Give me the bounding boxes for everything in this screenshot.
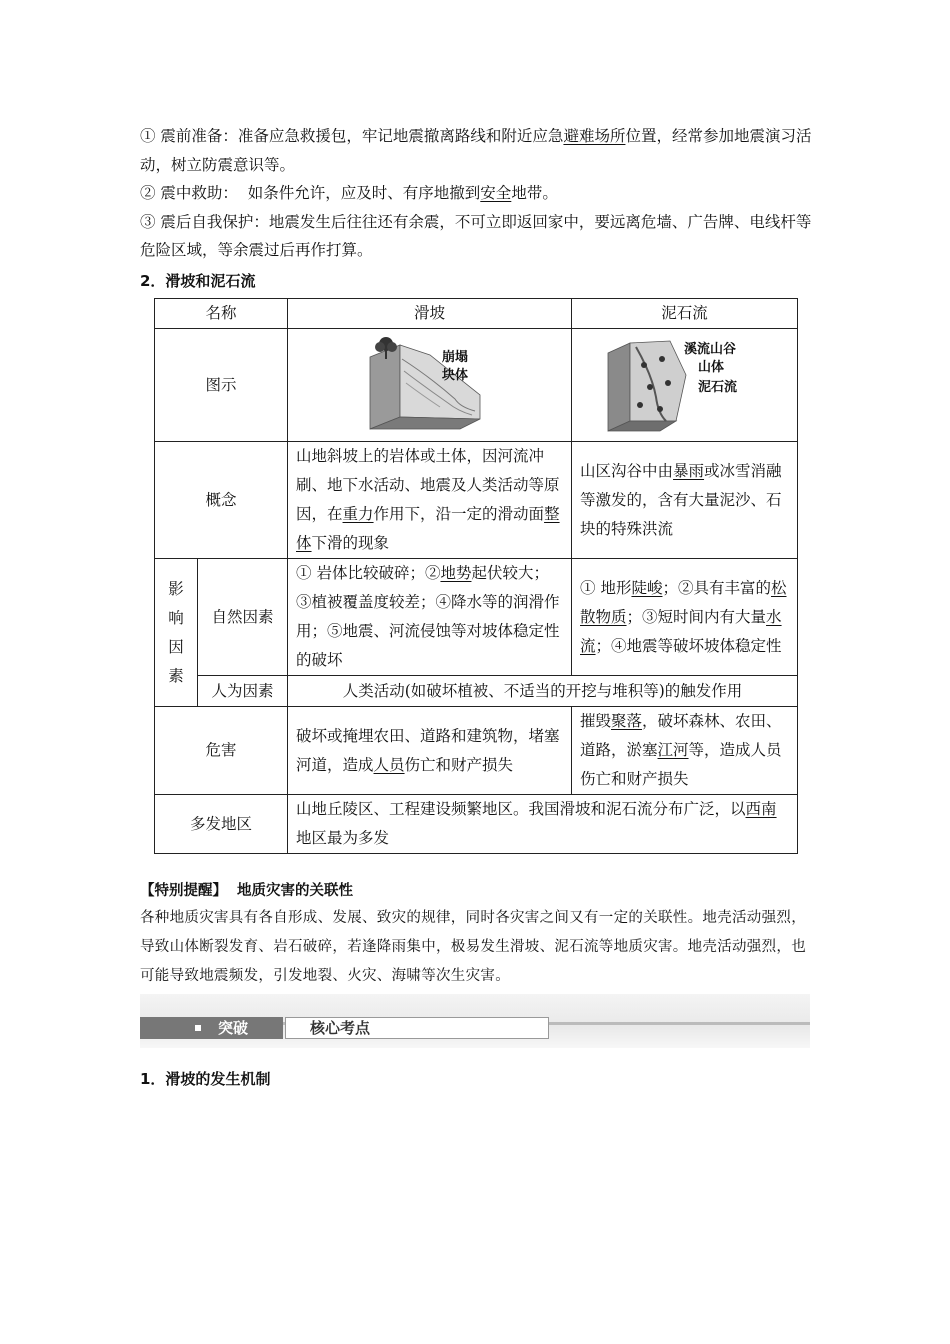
debris-harm-u2: 江河 bbox=[657, 741, 689, 759]
intro-item-1-underline: 避难场所 bbox=[563, 127, 626, 145]
debris-harm-b: ，破坏森林、农田、道路，淤塞 bbox=[580, 712, 782, 759]
section-1-title: 1．滑坡的发生机制 bbox=[140, 1070, 271, 1088]
landslide-concept-u2: 整体 bbox=[296, 505, 560, 552]
debris-natural-u2: 松散物质 bbox=[580, 578, 787, 626]
intro-item-2-text-a: ② 震中救助： 如条件允许，应及时、有序地撤到 bbox=[140, 184, 481, 202]
debris-natural-b: ；②具有丰富的 bbox=[662, 578, 771, 597]
header-name: 名称 bbox=[155, 299, 288, 329]
landslide-natural-factors bbox=[288, 559, 572, 676]
debris-harm-a: 摧毁 bbox=[580, 712, 612, 730]
landslide-harm-a: 破坏或掩埋农田、道路和建筑物，堵塞河道，造成 bbox=[296, 726, 560, 774]
section-banner bbox=[140, 994, 810, 1048]
table-row-human-factors bbox=[155, 676, 798, 707]
intro-item-1 bbox=[140, 122, 812, 179]
landslide-natural-a: ① 岩体比较破碎；② bbox=[296, 564, 441, 582]
intro-block bbox=[140, 122, 812, 265]
header-debris-flow: 泥石流 bbox=[572, 299, 798, 329]
banner-right bbox=[285, 1017, 549, 1039]
banner-left-text: 突破 bbox=[218, 1019, 249, 1037]
table-header-row bbox=[155, 299, 798, 329]
debris-natural-c: ；③短时间内有大量 bbox=[626, 607, 767, 626]
table-row-region bbox=[155, 795, 798, 854]
landslide-harm bbox=[288, 707, 572, 795]
landslide-concept-b: 作用下，沿一定的滑动面 bbox=[373, 505, 545, 523]
figure-label: 图示 bbox=[155, 329, 288, 442]
debris-figure-cell bbox=[572, 329, 798, 442]
region-text-u1: 西南 bbox=[745, 800, 777, 818]
debris-natural-u3: 水流 bbox=[580, 607, 782, 655]
landslide-concept-a: 山地斜坡上的岩体或土体，因河流冲刷、地下水活动、地震及人类活动等原因，在 bbox=[296, 447, 560, 523]
factor-label-char-1: 影 bbox=[168, 579, 184, 598]
landslide-concept-u1: 重力 bbox=[342, 505, 374, 523]
intro-item-3: ③ 震后自我保护：地震发生后往往还有余震，不可立即返回家中，要远离危墙、广告牌、电线杆等危险区域，等余震过后再作打算。 bbox=[140, 212, 812, 259]
intro-item-2-text-b: 地带。 bbox=[511, 184, 558, 202]
human-factors-label: 人为因素 bbox=[198, 676, 288, 707]
debris-harm bbox=[572, 707, 798, 795]
debris-fig-label-3: 泥石流 bbox=[697, 380, 737, 395]
landslide-diagram bbox=[360, 337, 500, 433]
landslide-natural-u1: 地势 bbox=[440, 564, 472, 582]
debris-fig-label-2: 山体 bbox=[697, 360, 724, 375]
debris-fig-label-1: 溪流山谷 bbox=[683, 342, 736, 357]
factor-label-char-3: 因 bbox=[168, 637, 184, 656]
debris-natural-a: ① 地形 bbox=[580, 578, 632, 597]
reminder-heading: 地质灾害的关联性 bbox=[237, 883, 353, 899]
table-row-natural-factors bbox=[155, 559, 798, 676]
debris-flow-diagram bbox=[600, 335, 770, 435]
reminder-tag: 【特别提醒】 bbox=[140, 883, 227, 899]
factor-label bbox=[155, 559, 198, 707]
landslide-natural-b: 起伏较大；③植被覆盖度较差；④降水等的润滑作用；⑤地震、河流侵蚀等对坡体稳定性的破坏 bbox=[296, 564, 560, 669]
square-bullet-icon bbox=[195, 1025, 201, 1031]
concept-label: 概念 bbox=[155, 442, 288, 559]
region-text-b: 地区最为多发 bbox=[296, 829, 390, 847]
debris-harm-c: 等，造成人员伤亡和财产损失 bbox=[580, 741, 782, 788]
reminder-title bbox=[140, 878, 812, 904]
landslide-fig-label-1: 崩塌 bbox=[441, 350, 468, 365]
human-factors-text: 人类活动(如破坏植被、不适当的开挖与堆积等)的触发作用 bbox=[288, 676, 798, 707]
debris-harm-u1: 聚落 bbox=[611, 712, 643, 730]
intro-item-2-underline: 安全 bbox=[480, 184, 512, 202]
region-text bbox=[288, 795, 798, 854]
factor-label-char-2: 响 bbox=[168, 608, 184, 627]
landslide-concept bbox=[288, 442, 572, 559]
special-reminder bbox=[140, 878, 812, 991]
debris-concept-b: 或冰雪消融等激发的，含有大量泥沙、石块的特殊洪流 bbox=[580, 461, 782, 538]
debris-natural-d: ；④地震等破坏坡体稳定性 bbox=[595, 636, 782, 655]
debris-natural-u1: 陡峻 bbox=[631, 578, 663, 597]
debris-concept bbox=[572, 442, 798, 559]
region-text-a: 山地丘陵区、工程建设频繁地区。我国滑坡和泥石流分布广泛，以 bbox=[296, 800, 746, 818]
section-2-title: 2．滑坡和泥石流 bbox=[140, 272, 256, 290]
table-row-figure bbox=[155, 329, 798, 442]
landslide-harm-b: 伤亡和财产损失 bbox=[404, 755, 514, 774]
landslide-concept-c: 下滑的现象 bbox=[311, 534, 390, 552]
natural-factors-label: 自然因素 bbox=[198, 559, 288, 676]
header-landslide: 滑坡 bbox=[288, 299, 572, 329]
debris-natural-factors bbox=[572, 559, 798, 676]
intro-item-1-text-b: 位置，经常参加地震演习活动，树立防震意识等。 bbox=[140, 127, 812, 174]
intro-item-2 bbox=[140, 179, 812, 208]
landslide-debris-table bbox=[154, 298, 798, 854]
reminder-body: 各种地质灾害具有各自形成、发展、致灾的规律，同时各灾害之间又有一定的关联性。地壳活动强烈，导致山体断裂发育、岩石破碎，若逢降雨集中，极易发生滑坡、泥石流等地质灾害。地壳活动强烈，也可能导致地震频发，引发地裂、火灾、海啸等次生灾害。 bbox=[140, 910, 806, 984]
landslide-harm-u1: 人员 bbox=[373, 755, 405, 774]
banner-right-text: 核心考点 bbox=[310, 1019, 371, 1037]
banner-left bbox=[140, 1017, 283, 1039]
debris-concept-u1: 暴雨 bbox=[673, 461, 705, 480]
factor-label-char-4: 素 bbox=[168, 666, 184, 685]
debris-concept-a: 山区沟谷中由 bbox=[580, 461, 674, 480]
harm-label: 危害 bbox=[155, 707, 288, 795]
landslide-figure-cell bbox=[288, 329, 572, 442]
region-label: 多发地区 bbox=[155, 795, 288, 854]
landslide-fig-label-2: 块体 bbox=[441, 368, 468, 383]
table-row-concept bbox=[155, 442, 798, 559]
intro-item-1-text-a: ① 震前准备：准备应急救援包，牢记地震撤离路线和附近应急 bbox=[140, 127, 564, 145]
table-row-harm bbox=[155, 707, 798, 795]
